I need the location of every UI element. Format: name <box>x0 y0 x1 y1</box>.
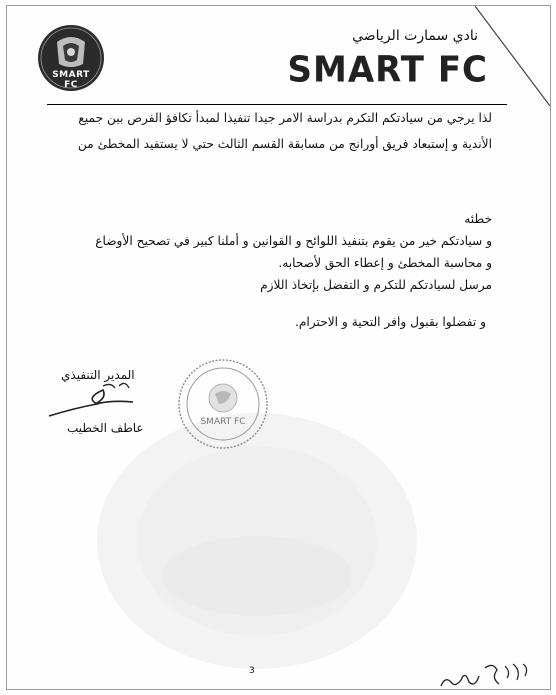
letter-page <box>6 5 551 690</box>
header-divider <box>47 104 507 105</box>
signatory-name: عاطف الخطيب <box>67 421 144 435</box>
official-stamp <box>177 358 269 450</box>
brand-english-name: SMART FC <box>287 49 488 91</box>
signatory-title: المدير التنفيذي <box>61 368 135 382</box>
brand-arabic-name: نادي سمارت الرياضي <box>352 28 478 44</box>
page-number: 3 <box>249 666 255 676</box>
stamp-text: SMART FC <box>200 417 246 427</box>
handwritten-annotation <box>435 658 535 690</box>
body-line-3: خطئه <box>464 212 492 226</box>
logo-emblem-text: SMART FC <box>52 70 90 90</box>
body-line-6: مرسل لسيادتكم للتكرم و التفضل بإتخاذ اللازم <box>260 278 492 292</box>
body-line-2: الأندية و إستبعاد فريق أورانج من مسابقة القسم الثالث حتي لا يستفيد المخطئ من <box>77 137 492 151</box>
body-line-5: و محاسبة المخطئ و إعطاء الحق لأصحابه. <box>278 256 492 270</box>
body-line-1: لذا يرجي من سيادتكم التكرم بدراسة الامر جيدا تنفيذا لمبدأ تكافؤ الفرص بين جميع <box>78 111 492 125</box>
body-line-4: و سيادتكم خير من يقوم بتنفيذ اللوائح و القوانين و أملنا كبير في تصحيح الأوضاع <box>95 234 492 248</box>
closing-line: و تفضلوا بقبول وافر التحية و الاحترام. <box>294 315 486 329</box>
